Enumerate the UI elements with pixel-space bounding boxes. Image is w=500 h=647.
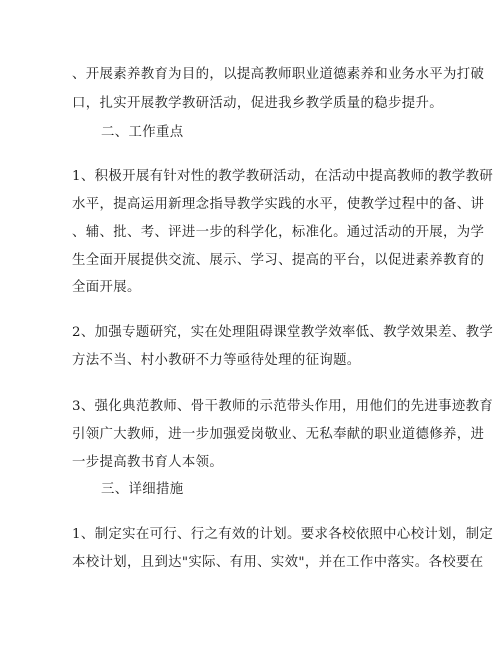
- text-line: 方法不当、村小教研不力等亟待处理的征询题。: [72, 353, 361, 368]
- text-line: 1、制定实在可行、行之有效的计划。要求各校依照中心校计划，制定: [72, 527, 494, 542]
- text-line: 一步提高教书育人本领。: [72, 455, 224, 470]
- text-line: 本校计划，且到达"实际、有用、实效"，并在工作中落实。各校要在: [72, 555, 484, 570]
- section-heading: 二、工作重点: [101, 125, 184, 140]
- text-line: 2、加强专题研究，实在处理阻碍课堂教学效率低、教学效果差、教学: [72, 325, 494, 340]
- text-line: 、辅、批、考、评进一步的科学化，标准化。通过活动的开展，为学: [72, 225, 485, 240]
- text-line: 、开展素养教育为目的，以提高教师职业道德素养和业务水平为打破: [72, 67, 485, 82]
- text-line: 3、强化典范教师、骨干教师的示范带头作用，用他们的先进事迹教育: [72, 399, 494, 414]
- text-line: 1、积极开展有针对性的教学教研活动，在活动中提高教师的教学教研: [72, 169, 494, 184]
- text-line: 引领广大教师，进一步加强爱岗敬业、无私奉献的职业道德修养，进: [72, 427, 485, 442]
- text-line: 生全面开展提供交流、展示、学习、提高的平台，以促进素养教育的: [72, 253, 485, 268]
- section-heading: 三、详细措施: [101, 482, 184, 497]
- text-line: 全面开展。: [72, 280, 141, 295]
- text-line: 水平，提高运用新理念指导教学实践的水平，使教学过程中的备、讲: [72, 197, 485, 212]
- text-line: 口，扎实开展教学教研活动，促进我乡教学质量的稳步提升。: [72, 96, 443, 111]
